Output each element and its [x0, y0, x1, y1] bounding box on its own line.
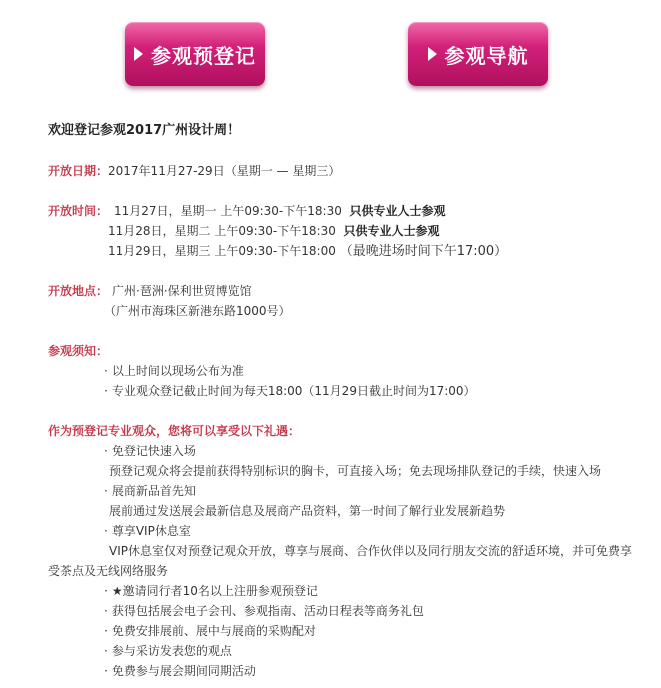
benefit-desc: 展前通过发送展会最新信息及展商产品资料，第一时间了解行业发展新趋势 [109, 504, 506, 518]
navigation-button-label: 参观导航 [444, 43, 529, 68]
benefit-extra-item: · 获得包括展会电子会刊、参观指南、活动日程表等商务礼包 [104, 604, 424, 618]
open-date [48, 162, 340, 180]
venue-label: 开放地点： [48, 284, 109, 298]
open-date-value: 2017年11月27-29日（星期一 — 星期三） [108, 164, 341, 178]
notice-label: 参观须知： [48, 344, 109, 358]
benefit-extra-item: · 免费安排展前、展中与展商的采购配对 [104, 624, 316, 638]
register-button-label: 参观预登记 [151, 43, 256, 68]
benefit-extra-item: · 参与采访发表您的观点 [104, 644, 232, 658]
benefit-heading: · 尊享VIP休息室 [104, 524, 191, 538]
benefit-heading: · 展商新品首先知 [104, 484, 196, 498]
benefit-heading: · 免登记快速入场 [104, 444, 196, 458]
venue-name: 广州·琶洲·保利世贸博览馆 [112, 284, 252, 298]
benefit-desc: VIP休息室仅对预登记观众开放，尊享与展商、合作伙伴以及同行朋友交流的舒适环境，并可免费享 [109, 544, 632, 558]
open-time-row: 11月28日，星期二 上午09:30-下午18:30 只供专业人士参观 [108, 224, 440, 238]
open-time-row: 11月27日，星期一 上午09:30-下午18:30 只供专业人士参观 [114, 204, 446, 218]
open-time-row: 11月29日，星期三 上午09:30-下午18:00 （最晚进场时间下午17:00） [108, 244, 508, 259]
notice-item: · 以上时间以现场公布为准 [104, 364, 244, 378]
benefit-extra-item: · ★邀请同行者10名以上注册参观预登记 [104, 584, 318, 598]
play-arrow-icon [134, 47, 143, 61]
welcome-title: 欢迎登记参观2017广州设计周！ [48, 123, 241, 138]
open-date-label: 开放日期： [48, 164, 109, 178]
venue-address: （广州市海珠区新港东路1000号） [104, 304, 291, 318]
navigation-button[interactable] [408, 22, 548, 86]
open-time-label: 开放时间： [48, 204, 109, 218]
benefit-desc: 受茶点及无线网络服务 [48, 564, 169, 578]
register-button[interactable] [125, 22, 265, 86]
benefits-label: 作为预登记专业观众，您将可以享受以下礼遇： [48, 424, 301, 438]
notice-item: · 专业观众登记截止时间为每天18:00（11月29日截止时间为17:00） [104, 384, 476, 398]
benefit-extra-item: · 免费参与展会期间同期活动 [104, 664, 256, 678]
play-arrow-icon [428, 47, 437, 61]
benefit-desc: 预登记观众将会提前获得特别标识的胸卡，可直接入场；免去现场排队登记的手续，快速入场 [109, 464, 602, 478]
